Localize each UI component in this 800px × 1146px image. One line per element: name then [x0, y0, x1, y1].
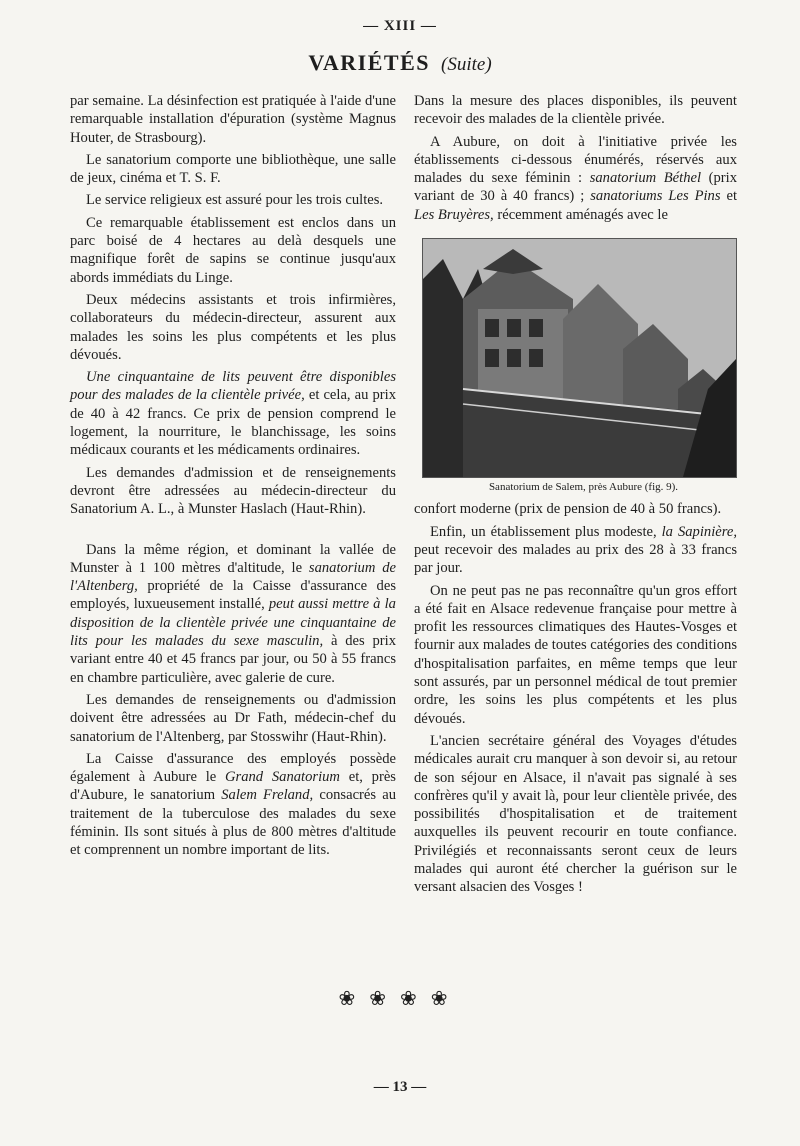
text: La Caisse d'assurance des employés possède également à Aubure le	[70, 750, 396, 786]
paragraph: Les demandes d'admission et de renseignements devront être adressées au médecin-directeur du Sanatorium A. L., à Munster Haslach (Haut-Rhin).	[70, 464, 396, 518]
text: propriété de la Caisse d'assurance des employés, luxueusement installé,	[70, 578, 396, 613]
italic-text: Grand Sanatorium	[224, 769, 340, 786]
text: et, près d'Aubure, le sanatorium	[70, 769, 396, 804]
left-column	[70, 92, 396, 864]
paragraph: confort moderne (prix de pension de 40 à 50 francs).	[414, 501, 722, 518]
paragraph: Deux médecins assistants et trois infirmières, collaborateurs du médecin-directeur, assurent aux malades les soins les plus compétents et les plus dévoués.	[70, 291, 396, 363]
text: récemment aménagés avec le	[493, 206, 668, 223]
text: A Aubure, on doit à l'initiative privée les établissements ci-dessous énumérés, réservés aux malades du sexe féminin :	[414, 133, 737, 187]
italic-text: sanatoriums Les Pins	[590, 188, 721, 205]
italic-text: Salem Freland,	[221, 787, 314, 804]
italic-text: sanatorium Béthel	[589, 170, 702, 187]
text: peut recevoir des malades au prix des 28 à 33 francs par jour.	[414, 541, 737, 577]
text: et cela, au prix de 40 à 42 francs. Ce prix de pension comprend le logement, la nourriture, le blanchissage, les soins médicaux courants et les médicaments ordinaires.	[70, 387, 397, 459]
folio-roman: — XIII —	[363, 18, 437, 34]
paragraph: L'ancien secrétaire général des Voyages d'études médicales aurait cru manquer à son devoir si, au retour de son séjour en Alsace, il n'avait pas signalé à ses confrères qu'il y avait là, pour leur clientèle privée, des possibilités d'hospitalisation et de traitement auxquelles ils peuvent recourir en toute confiance. Privilégiés et reconnaissants seront ceux de leurs malades qui auront été chercher la guérison sur le versant alsacien des Vosges !	[414, 732, 737, 896]
text: Enfin, un établissement plus modeste,	[430, 523, 662, 540]
text: consacrés au traitement de la tuberculose des malades du sexe féminin. Ils sont situés à plus de 800 mètres d'altitude et comprennent un nombre important de lits.	[70, 787, 396, 859]
section-title-text: VARIÉTÉS	[308, 50, 430, 75]
italic-text: peut aussi mettre à la disposition de la clientèle privée une cinquantaine de lits pour les malades du sexe masculin,	[70, 596, 396, 650]
italic-text: Les Bruyères,	[414, 206, 494, 223]
section-title-suffix: (Suite)	[441, 54, 492, 75]
italic-text: la Sapinière,	[661, 523, 737, 540]
paragraph	[70, 368, 396, 459]
paragraph: Le service religieux est assuré pour les trois cultes.	[86, 192, 384, 209]
sanatorium-photo	[422, 238, 737, 478]
figure-caption: Sanatorium de Salem, près Aubure (fig. 9).	[488, 481, 679, 494]
right-column	[414, 92, 737, 901]
section-title	[0, 50, 800, 76]
text: à des prix variant entre 40 et 45 francs par jour, ou 50 à 55 francs en chambre particulière, avec galerie de cure.	[70, 633, 396, 686]
paragraph: On ne peut pas ne pas reconnaître qu'un gros effort a été fait en Alsace redevenue française pour mettre à profit les ressources climatiques des Hautes-Vosges et fournir aux malades de toutes catégories des conditions d'hospitalisation parfaites, en même temps que leur sont assurés, par un personnel médical de tout premier ordre, les soins les plus compétents et les plus dévoués.	[414, 582, 737, 727]
paragraph: Dans la mesure des places disponibles, ils peuvent recevoir des malades de la clientèle privée.	[414, 93, 737, 128]
text: Dans la même région, et dominant la vallée de Munster à 1 100 mètres d'altitude, le	[70, 541, 396, 576]
paragraph	[414, 133, 737, 224]
italic-text: Une cinquantaine de lits peuvent être disponibles pour des malades de la clientèle privée,	[70, 369, 396, 404]
ornament-divider: ❀❀❀❀	[338, 988, 462, 1010]
text: et	[720, 188, 738, 205]
paragraph	[70, 541, 396, 687]
paragraph: Les demandes de renseignements ou d'admission doivent être adressées au Dr Fath, médecin-chef du sanatorium de l'Altenberg, par Stosswihr (Haut-Rhin).	[70, 691, 396, 745]
paragraph	[414, 523, 737, 578]
paragraph: Ce remarquable établissement est enclos dans un parc boisé de 4 hectares au delà desquels une magnifique forêt de sapins se continue jusqu'aux abords immédiats du Linge.	[70, 214, 396, 286]
sanatorium-photo-illustration	[423, 239, 736, 477]
paragraph: Le sanatorium comporte une bibliothèque, une salle de jeux, cinéma et T. S. F.	[70, 151, 396, 187]
text: (prix variant de 30 à 40 francs) ;	[414, 170, 737, 205]
italic-text: sanatorium de l'Altenberg,	[70, 559, 396, 595]
page-number: — 13 —	[373, 1079, 427, 1095]
paragraph: par semaine. La désinfection est pratiquée à l'aide d'une remarquable installation d'épuration (système Magnus Houter, de Strasbourg).	[70, 93, 396, 146]
paragraph	[70, 750, 396, 860]
